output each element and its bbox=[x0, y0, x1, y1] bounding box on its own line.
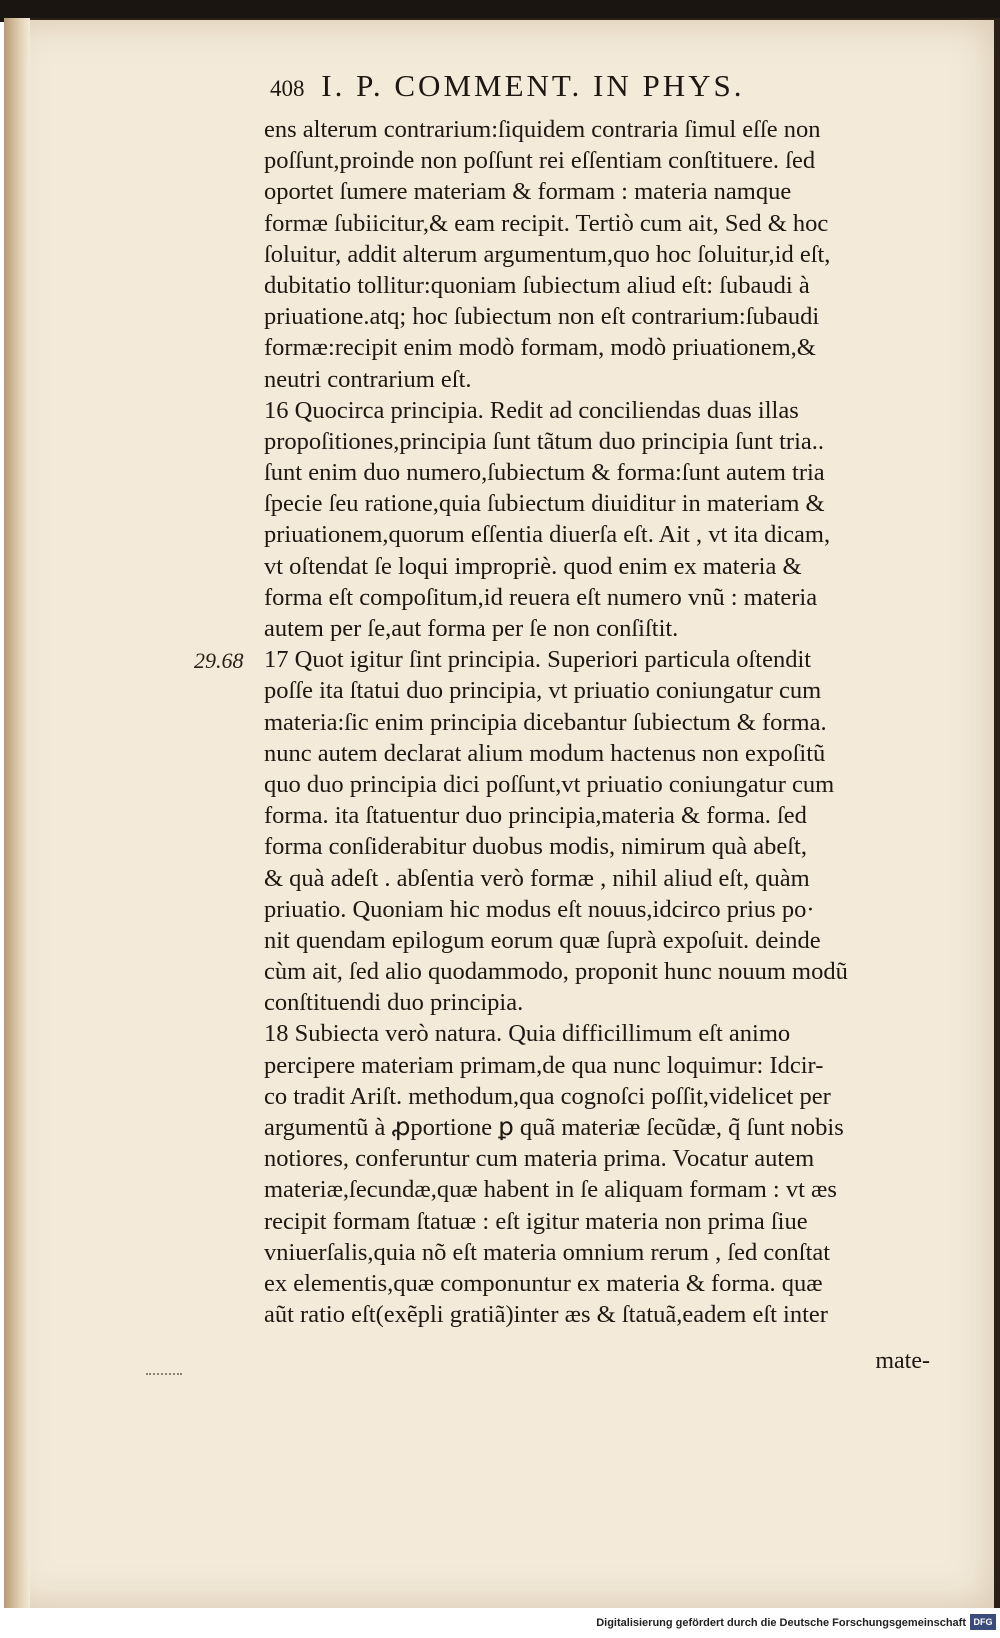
text-line: poſſe ita ſtatui duo principia, vt priuatio coniungatur cum bbox=[264, 677, 822, 705]
text-line: priuatione.atq; hoc ſubiectum non eſt contrarium:ſubaudi bbox=[264, 303, 820, 331]
text-line: 17 Quot igitur ſint principia. Superiori particula oſtendit bbox=[264, 646, 812, 674]
text-line: forma eſt compoſitum,id reuera eſt numero vnũ : materia bbox=[264, 583, 818, 611]
funding-credit: Digitalisierung gefördert durch die Deutsche Forschungsgemeinschaft bbox=[596, 1617, 966, 1629]
page-gutter-shadow bbox=[4, 18, 30, 1608]
body-text bbox=[264, 114, 936, 1330]
text-line: & quà adeſt . abſentia verò formæ , nihil aliud eſt, quàm bbox=[264, 864, 810, 892]
text-line: dubitatio tollitur:quoniam ſubiectum aliud eſt: ſubaudi à bbox=[264, 271, 810, 299]
text-line: vniuerſalis,quia nõ eſt materia omnium rerum , ſed conſtat bbox=[264, 1238, 831, 1266]
running-head-title: I. P. COMMENT. IN PHYS. bbox=[321, 68, 745, 103]
text-line: forma. ita ſtatuentur duo principia,materia & forma. ſed bbox=[264, 802, 807, 830]
text-line: materiæ,ſecundæ,quæ habent in ſe aliquam formam : vt æs bbox=[264, 1176, 837, 1204]
catchword: mate- bbox=[875, 1348, 930, 1374]
text-line: ſpecie ſeu ratione,quia ſubiectum diuiditur in materiam & bbox=[264, 490, 825, 518]
text-line: propoſitiones,principia ſunt tãtum duo principia ſunt tria.. bbox=[264, 427, 824, 455]
text-line: 18 Subiecta verò natura. Quia difficillimum eſt animo bbox=[264, 1020, 791, 1048]
text-line: argumentũ à ꝓportione ꝑ quã materiæ ſecũdæ, q̃ ſunt nobis bbox=[264, 1114, 844, 1141]
text-line: vt oſtendat ſe loqui impropriè. quod enim ex materia & bbox=[264, 552, 802, 580]
pencil-mark bbox=[146, 1373, 182, 1378]
text-line: cùm ait, ſed alio quodammodo, proponit hunc nouum modũ bbox=[264, 958, 848, 986]
text-line: formæ ſubiicitur,& eam recipit. Tertiò cum ait, Sed & hoc bbox=[264, 209, 829, 237]
running-header bbox=[270, 68, 936, 104]
text-line: notiores, conferuntur cum materia prima. Vocatur autem bbox=[264, 1145, 815, 1173]
text-line: nit quendam epilogum eorum quæ ſuprà expoſuit. deinde bbox=[264, 926, 821, 954]
dfg-logo: DFG bbox=[970, 1614, 996, 1630]
text-line: priuatio. Quoniam hic modus eſt nouus,idcirco prius po· bbox=[264, 895, 815, 923]
text-line: autem per ſe,aut forma per ſe non conſiſtit. bbox=[264, 615, 679, 642]
text-line: ſunt enim duo numero,ſubiectum & forma:ſunt autem tria bbox=[264, 459, 825, 487]
text-line: priuationem,quorum eſſentia diuerſa eſt. Ait , vt ita dicam, bbox=[264, 521, 831, 549]
text-line: 16 Quocirca principia. Redit ad conciliendas duas illas bbox=[264, 396, 799, 424]
margin-reference: 29.68 bbox=[194, 648, 244, 673]
text-line: aũt ratio eſt(exẽpli gratiã)inter æs & ſtatuã,eadem eſt inter bbox=[264, 1301, 828, 1329]
text-line: recipit formam ſtatuæ : eſt igitur materia non prima ſiue bbox=[264, 1207, 808, 1235]
page-text-block bbox=[264, 68, 936, 1330]
text-line: percipere materiam primam,de qua nunc loquimur: Idcir- bbox=[264, 1051, 824, 1079]
text-line: poſſunt,proinde non poſſunt rei eſſentiam conſtituere. ſed bbox=[264, 147, 816, 175]
page-number: 408 bbox=[270, 76, 305, 101]
text-line: ex elementis,quæ componuntur ex materia & forma. quæ bbox=[264, 1269, 823, 1297]
text-line: forma conſiderabitur duobus modis, nimirum quà abeſt, bbox=[264, 833, 807, 861]
text-line: co tradit Ariſt. methodum,qua cognoſci poſſit,videlicet per bbox=[264, 1082, 831, 1110]
text-line: neutri contrarium eſt. bbox=[264, 365, 472, 393]
text-line: nunc autem declarat alium modum hactenus non expoſitũ bbox=[264, 739, 826, 767]
text-line: materia:ſic enim principia dicebantur ſubiectum & forma. bbox=[264, 708, 827, 736]
text-line: ens alterum contrarium:ſiquidem contraria ſimul eſſe non bbox=[264, 116, 821, 143]
text-line: conſtituendi duo principia. bbox=[264, 989, 524, 1017]
text-line: formæ:recipit enim modò formam, modò priuationem,& bbox=[264, 334, 816, 362]
text-line: ſoluitur, addit alterum argumentum,quo hoc ſoluitur,id eſt, bbox=[264, 240, 831, 268]
text-line: oportet ſumere materiam & formam : materia namque bbox=[264, 178, 792, 206]
digitization-footer bbox=[0, 1608, 1000, 1638]
text-line: quo duo principia dici poſſunt,vt priuatio coniungatur cum bbox=[264, 770, 835, 798]
